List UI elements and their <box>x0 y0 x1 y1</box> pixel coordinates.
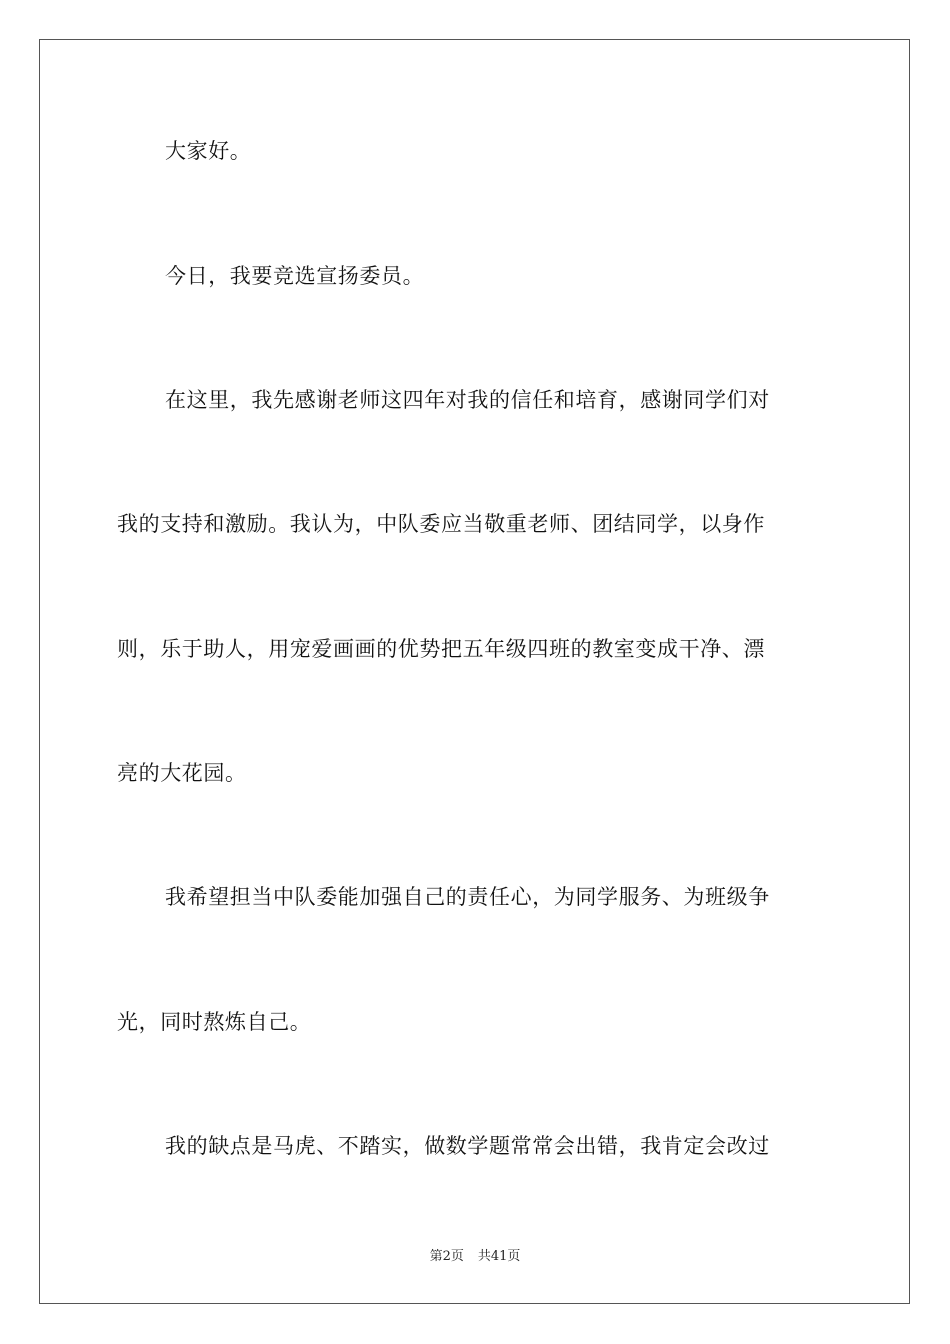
paragraph-line: 光，同时熬炼自己。 <box>117 1010 312 1034</box>
paragraph-line: 则，乐于助人，用宠爱画画的优势把五年级四班的教室变成干净、漂 <box>117 637 765 661</box>
paragraph-line: 我希望担当中队委能加强自己的责任心，为同学服务、为班级争 <box>165 885 770 909</box>
paragraph-line: 大家好。 <box>165 139 252 163</box>
paragraph-line: 在这里，我先感谢老师这四年对我的信任和培育，感谢同学们对 <box>165 388 770 412</box>
paragraph-line: 我的支持和激励。我认为，中队委应当敬重老师、团结同学，以身作 <box>117 512 765 536</box>
page-footer <box>0 1248 950 1266</box>
paragraph-line: 我的缺点是马虎、不踏实，做数学题常常会出错，我肯定会改过 <box>165 1134 770 1158</box>
paragraph-line: 亮的大花园。 <box>117 761 247 785</box>
paragraph-line: 今日，我要竞选宣扬委员。 <box>165 264 425 288</box>
page-frame <box>39 39 910 1304</box>
page-number: 第2页 <box>429 1249 464 1264</box>
page-total: 共41页 <box>477 1249 521 1264</box>
